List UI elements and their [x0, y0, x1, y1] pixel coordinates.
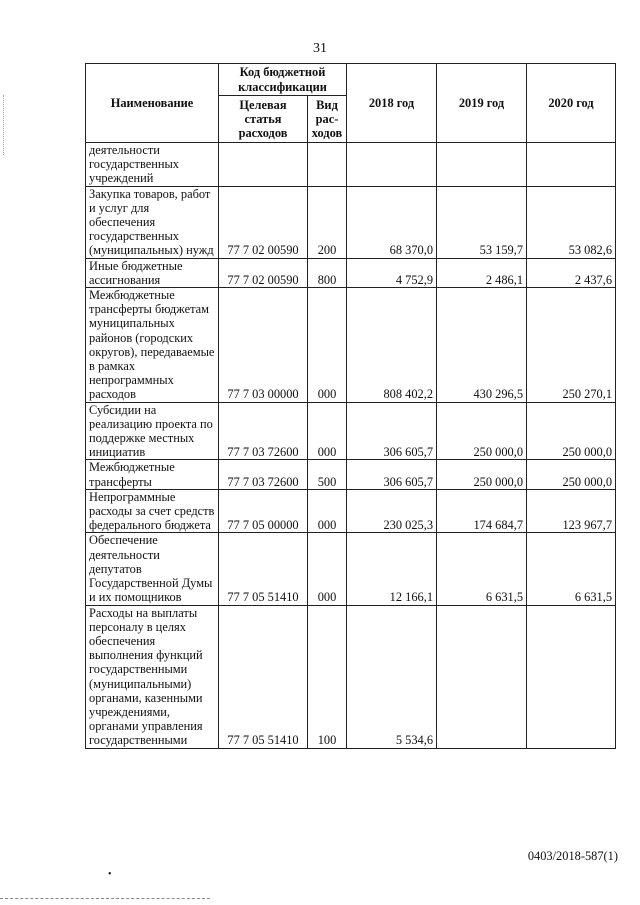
header-name: Наименование [86, 64, 219, 143]
row-name: деятельности государственных учреждений [86, 143, 219, 187]
header-vid: Вид рас-ходов [308, 96, 347, 143]
budget-table-container [85, 63, 616, 749]
row-name: Расходы на выплаты персоналу в целях обеспечения выполнения функций государственными (муниципальными) органами, казенными учреждениями, органами управления государственными [86, 605, 219, 748]
row-2019: 174 684,7 [437, 489, 527, 533]
row-2018: 5 534,6 [347, 605, 437, 748]
header-target: Целевая статья расходов [219, 96, 308, 143]
row-2019: 250 000,0 [437, 460, 527, 489]
row-vid: 000 [308, 489, 347, 533]
row-code [219, 143, 308, 187]
row-name: Иные бюджетные ассигнования [86, 258, 219, 287]
row-2018: 306 605,7 [347, 402, 437, 460]
table-row [86, 489, 616, 533]
document-number: 0403/2018-587(1) [527, 849, 618, 863]
row-2019: 2 486,1 [437, 258, 527, 287]
row-code: 77 7 02 00590 [219, 258, 308, 287]
row-vid: 000 [308, 288, 347, 403]
header-2020: 2020 год [527, 64, 616, 143]
table-body [86, 143, 616, 749]
row-2020: 250 270,1 [527, 288, 616, 403]
row-2018: 306 605,7 [347, 460, 437, 489]
row-2020: 250 000,0 [527, 402, 616, 460]
row-2020: 6 631,5 [527, 533, 616, 605]
table-row [86, 258, 616, 287]
scan-mark: • [108, 869, 112, 880]
row-code: 77 7 02 00590 [219, 186, 308, 258]
scan-bottom-line [0, 898, 210, 899]
table-row [86, 533, 616, 605]
row-name: Межбюджетные трансферты бюджетам муниципальных районов (городских округов), передаваемые в рамках непрограммных расходов [86, 288, 219, 403]
row-vid: 800 [308, 258, 347, 287]
row-2019: 6 631,5 [437, 533, 527, 605]
table-row [86, 186, 616, 258]
row-vid: 500 [308, 460, 347, 489]
row-2018: 12 166,1 [347, 533, 437, 605]
row-2020: 250 000,0 [527, 460, 616, 489]
row-vid: 000 [308, 402, 347, 460]
row-code: 77 7 05 51410 [219, 605, 308, 748]
header-2018: 2018 год [347, 64, 437, 143]
table-row [86, 288, 616, 403]
row-code: 77 7 05 51410 [219, 533, 308, 605]
row-2019: 250 000,0 [437, 402, 527, 460]
row-vid: 200 [308, 186, 347, 258]
row-vid: 000 [308, 533, 347, 605]
row-code: 77 7 03 72600 [219, 460, 308, 489]
row-2020: 53 082,6 [527, 186, 616, 258]
row-name: Субсидии на реализацию проекта по поддержке местных инициатив [86, 402, 219, 460]
row-name: Межбюджетные трансферты [86, 460, 219, 489]
page-number: 31 [313, 41, 327, 56]
header-2019: 2019 год [437, 64, 527, 143]
budget-table [85, 63, 616, 749]
table-row [86, 402, 616, 460]
row-code: 77 7 05 00000 [219, 489, 308, 533]
row-code: 77 7 03 00000 [219, 288, 308, 403]
table-row [86, 143, 616, 187]
row-2019 [437, 143, 527, 187]
scan-margin-dots [3, 95, 4, 155]
table-row [86, 460, 616, 489]
row-2020 [527, 605, 616, 748]
row-2018: 68 370,0 [347, 186, 437, 258]
row-name: Обеспечение деятельности депутатов Государственной Думы и их помощников [86, 533, 219, 605]
row-code: 77 7 03 72600 [219, 402, 308, 460]
row-2018: 808 402,2 [347, 288, 437, 403]
row-2018: 230 025,3 [347, 489, 437, 533]
row-2018 [347, 143, 437, 187]
row-2019: 53 159,7 [437, 186, 527, 258]
row-2020: 2 437,6 [527, 258, 616, 287]
row-2019 [437, 605, 527, 748]
row-2020 [527, 143, 616, 187]
row-vid [308, 143, 347, 187]
table-row [86, 605, 616, 748]
row-name: Закупка товаров, работ и услуг для обеспечения государственных (муниципальных) нужд [86, 186, 219, 258]
row-name: Непрограммные расходы за счет средств федерального бюджета [86, 489, 219, 533]
header-budget-code: Код бюджетной классификации [219, 64, 347, 96]
row-vid: 100 [308, 605, 347, 748]
row-2018: 4 752,9 [347, 258, 437, 287]
row-2019: 430 296,5 [437, 288, 527, 403]
row-2020: 123 967,7 [527, 489, 616, 533]
